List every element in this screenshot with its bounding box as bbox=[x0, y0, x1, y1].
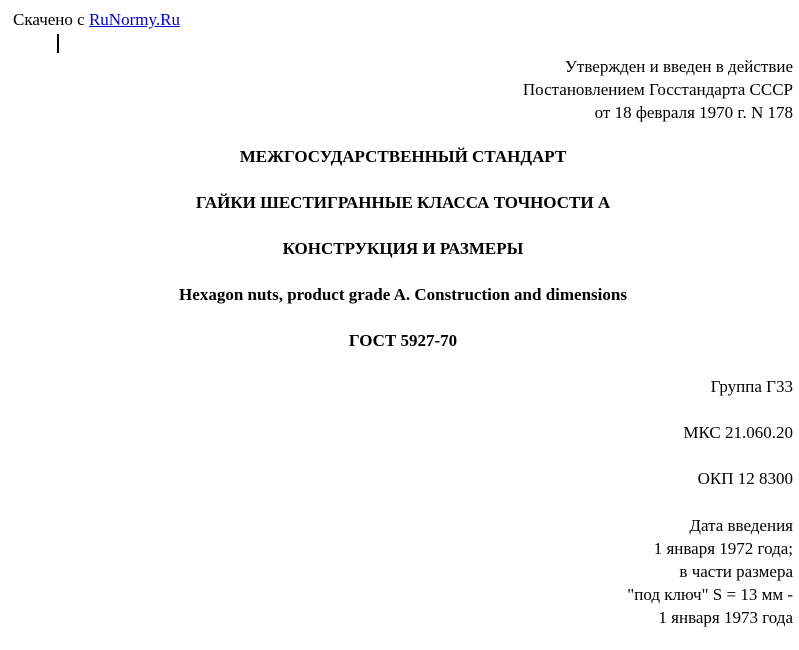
approval-line-2: Постановлением Госстандарта СССР bbox=[522, 80, 793, 99]
english-title: Hexagon nuts, product grade A. Construction and dimensions bbox=[179, 285, 627, 304]
text-cursor bbox=[57, 34, 59, 53]
intro-date-line-2: 1 января 1972 года; bbox=[653, 539, 793, 558]
source-link[interactable]: RuNormy.Ru bbox=[88, 10, 180, 29]
intro-date-line-3: в части размера bbox=[679, 562, 793, 581]
source-line bbox=[13, 9, 180, 31]
standard-code: ГОСТ 5927-70 bbox=[348, 331, 458, 350]
document-subtitle: КОНСТРУКЦИЯ И РАЗМЕРЫ bbox=[282, 239, 524, 258]
intro-date-block bbox=[627, 514, 793, 629]
approval-line-1: Утвержден и введен в действие bbox=[564, 57, 793, 76]
source-prefix: Скачено с bbox=[13, 10, 89, 29]
document-title: ГАЙКИ ШЕСТИГРАННЫЕ КЛАССА ТОЧНОСТИ А bbox=[195, 193, 611, 212]
mks-label: МКС 21.060.20 bbox=[683, 423, 793, 442]
intro-date-line-4: "под ключ" S = 13 мм - bbox=[627, 585, 793, 604]
okp-label: ОКП 12 8300 bbox=[697, 469, 793, 488]
group-label: Группа Г33 bbox=[710, 377, 793, 396]
intro-date-line-5: 1 января 1973 года bbox=[658, 608, 793, 627]
standard-type-heading: МЕЖГОСУДАРСТВЕННЫЙ СТАНДАРТ bbox=[239, 147, 567, 166]
approval-block bbox=[523, 55, 793, 124]
intro-date-line-1: Дата введения bbox=[689, 516, 793, 535]
approval-line-3: от 18 февраля 1970 г. N 178 bbox=[594, 103, 793, 122]
